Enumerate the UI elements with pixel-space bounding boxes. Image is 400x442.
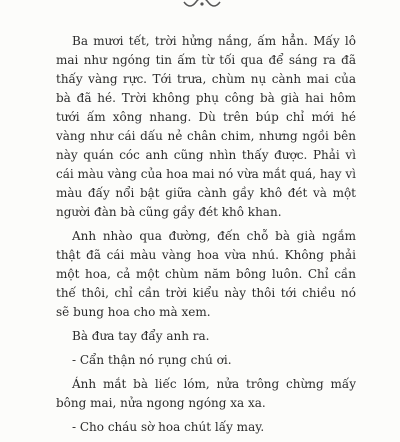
paragraph-2: Anh nhào qua đường, đến chỗ bà già ngắm thật đã cái màu vàng hoa vừa nhú. Không phải một hoa, cả một chùm năm bông luôn. Chỉ cần thế thôi, chỉ cần trời kiểu này thôi tới chiều nó sẽ bung hoa cho mà xem. (56, 229, 356, 319)
paragraph-3: Bà đưa tay đẩy anh ra. (72, 329, 210, 343)
dialogue-line-1: - Cẩn thận nó rụng chú ơi. (72, 353, 232, 367)
paragraph-4: Ánh mắt bà liếc lóm, nửa trông chừng mấy bông mai, nửa ngong ngóng xa xa. (56, 377, 356, 410)
body-text (56, 32, 356, 442)
decorative-ornament-icon (180, 0, 224, 10)
paragraph-1: Ba mươi tết, trời hửng nắng, ấm hẳn. Mấy lô mai như ngóng tin ấm từ tối qua để sáng ra đã thấy vàng rực. Tới trưa, chùm nụ cành mai của bà đã hé. Trời không phụ công bà già hai hôm tưới ấm xông nhang. Dù trên búp chỉ mới hé vàng như cái dấu nẻ chân chim, nhưng ngồi bên này quán cóc anh cũng nhìn thấy được. Phải vì cái màu vàng của hoa mai nó vừa mắt quá, hay vì màu đấy nổi bật giữa cành gầy khô đét và một người đàn bà cũng gầy đét khô khan. (56, 34, 356, 219)
dialogue-line-2: - Cho cháu sờ hoa chút lấy may. (72, 420, 265, 434)
